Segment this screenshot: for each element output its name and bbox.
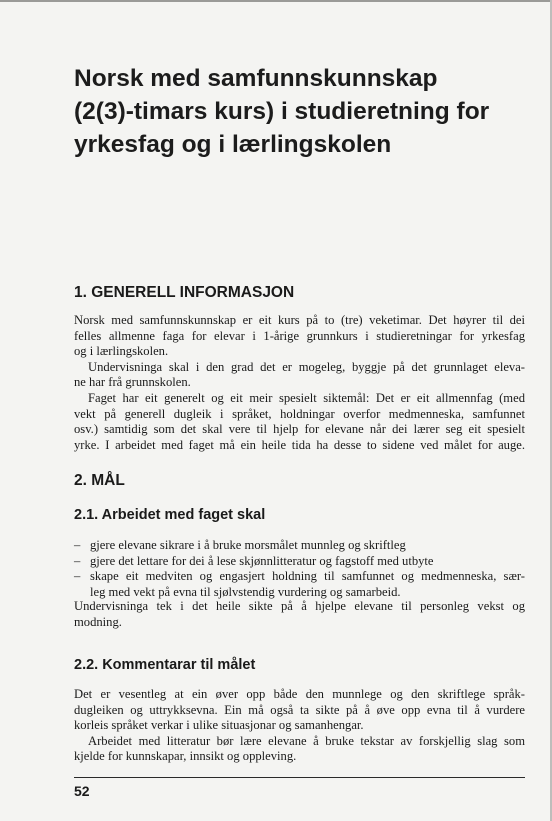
body-line: ne har frå grunnskolen. bbox=[74, 375, 191, 390]
section-1-body bbox=[74, 313, 525, 453]
subsection-2-2-body bbox=[74, 687, 525, 765]
page-number: 52 bbox=[74, 783, 90, 799]
title-line-2: (2(3)-timars kurs) i studieretning for bbox=[74, 98, 490, 125]
list-item bbox=[74, 554, 525, 570]
body-line: modning. bbox=[74, 614, 122, 629]
subsection-2-1-paragraph bbox=[74, 599, 525, 630]
page-title bbox=[74, 62, 534, 161]
bullet-dash: – bbox=[74, 553, 81, 568]
page-top-edge bbox=[0, 0, 552, 2]
section-2-heading: 2. MÅL bbox=[74, 472, 125, 489]
body-line: korleis språket verkar i ulike situasjonar og samanhengar. bbox=[74, 718, 364, 733]
body-line: osv.) samtidig som det skal vere til hjelp for elevane når dei lærer seg eit spesielt bbox=[74, 422, 525, 437]
bullet-dash: – bbox=[74, 538, 81, 552]
list-item bbox=[74, 569, 525, 600]
title-line-1: Norsk med samfunnskunnskap bbox=[74, 65, 438, 92]
body-line: Norsk med samfunnskunnskap er eit kurs på to (tre) veketimar. Det høyrer til dei bbox=[74, 313, 525, 327]
body-line: Arbeidet med litteratur bør lære elevane å bruke tekstar av forskjellig slag som bbox=[88, 733, 525, 748]
body-line: yrke. I arbeidet med faget må ein heile tida ha desse to sidene ved målet for auge. bbox=[74, 437, 525, 452]
body-line: kjelde for kunnskapar, innsikt og oppleving. bbox=[74, 749, 297, 764]
body-line: dugleiken og uttrykksevna. Ein må også ta sikte på å øve opp evna til å vurdere bbox=[74, 702, 525, 717]
bullet-dash: – bbox=[74, 569, 81, 584]
body-line: og i lærlingskolen. bbox=[74, 344, 169, 359]
subsection-2-1-heading: 2.1. Arbeidet med faget skal bbox=[74, 507, 266, 523]
list-item-text: gjere elevane sikrare i å bruke morsmålet munnleg og skriftleg bbox=[90, 538, 406, 552]
body-line: Undervisninga tek i det heile sikte på å hjelpe elevane til personleg vekst og bbox=[74, 599, 525, 613]
goals-list bbox=[74, 538, 525, 600]
list-item-text: skape eit medviten og engasjert holdning til samfunnet og medmenneska, sær- bbox=[90, 569, 525, 584]
footer-rule bbox=[74, 777, 525, 778]
list-item-text: gjere det lettare for dei å lese skjønnlitteratur og fagstoff med utbyte bbox=[90, 553, 434, 568]
subsection-2-2-heading: 2.2. Kommentarar til målet bbox=[74, 657, 256, 673]
title-line-3: yrkesfag og i lærlingskolen bbox=[74, 131, 392, 158]
body-line: Det er vesentleg at ein øver opp både den munnlege og den skriftlege språk- bbox=[74, 687, 525, 701]
body-line: Faget har eit generelt og eit meir spesielt siktemål: Det er eit allmennfag (med bbox=[88, 390, 525, 405]
section-1-heading: 1. GENERELL INFORMASJON bbox=[74, 284, 295, 301]
list-item bbox=[74, 538, 525, 554]
body-line: felles allmenne faga for elevar i 1-årige grunnkurs i studieretningar for yrkesfag bbox=[74, 328, 525, 343]
body-line: Undervisninga skal i den grad det er mogeleg, byggje på det grunnlaget eleva- bbox=[88, 359, 525, 374]
body-line: vekt på generell dugleik i språket, holdningar overfor medmenneska, samfunnet bbox=[74, 406, 525, 421]
list-item-text: leg med vekt på evna til sjølvstendig vurdering og samarbeid. bbox=[90, 584, 401, 599]
